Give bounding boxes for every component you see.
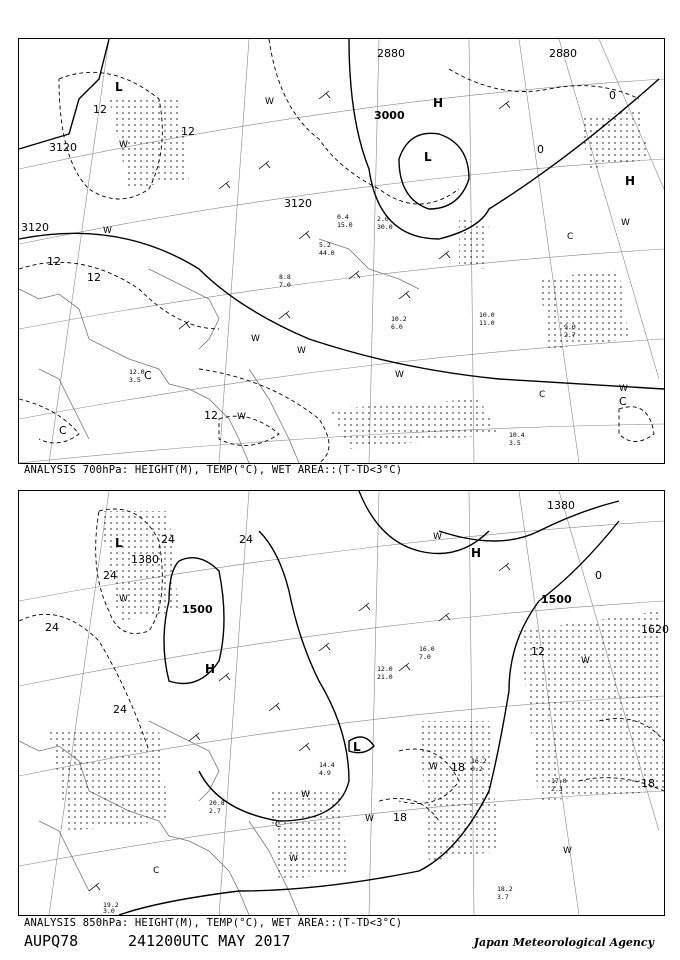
station-value: 14.4 (319, 761, 335, 769)
low-center: L (115, 80, 123, 94)
cold-marker: C (275, 820, 282, 830)
wet-area (109, 99, 649, 449)
warm-marker: W (265, 97, 274, 107)
agency-name: Japan Meteorological Agency (473, 936, 654, 949)
station-value: 5.2 (319, 241, 331, 249)
caption-850hpa: ANALYSIS 850hPa: HEIGHT(M), TEMP(°C), WET AREA::(T-TD<3°C) (24, 917, 403, 929)
temp-label: 24 (239, 533, 253, 546)
height-label: 1620 (641, 623, 669, 636)
high-center: H (205, 662, 216, 676)
temp-label: 24 (113, 703, 127, 716)
station-value: 21.0 (377, 673, 393, 681)
high-center: H (433, 96, 444, 110)
low-center: L (115, 536, 123, 550)
height-label: 1380 (547, 499, 575, 512)
temp-label: 12 (47, 255, 61, 268)
low-center: L (353, 740, 361, 754)
temp-label: 12 (87, 271, 101, 284)
station-value: 16.2 (471, 757, 487, 765)
high-center: H (471, 546, 482, 560)
cold-marker: C (539, 390, 546, 400)
warm-marker: W (395, 370, 404, 380)
warm-marker: W (103, 226, 112, 236)
station-value: 10.0 (479, 311, 495, 319)
temp-label: 12 (93, 103, 107, 116)
station-value: 10.4 (509, 431, 525, 439)
station-value: 16.0 (419, 645, 435, 653)
station-value: 9.0 (564, 323, 576, 331)
station-value: 2.0 (377, 215, 389, 223)
low-center: L (424, 150, 432, 164)
temp-label: 12 (531, 645, 545, 658)
station-value: 2.7 (209, 807, 221, 815)
station-value: 3.5 (129, 376, 141, 384)
cold-marker: C (153, 866, 160, 876)
temp-label: 18 (393, 811, 407, 824)
height-label: 3120 (21, 221, 49, 234)
temp-label: 24 (45, 621, 59, 634)
high-center: H (625, 174, 636, 188)
station-value: 7.0 (419, 653, 431, 661)
station-value: 30.0 (377, 223, 393, 231)
chart-700hpa-map (19, 39, 664, 463)
temp-label: 12 (204, 409, 218, 422)
warm-marker: W (429, 762, 438, 772)
warm-marker: W (237, 412, 246, 422)
warm-marker: W (119, 140, 128, 150)
temp-label: 24 (103, 569, 117, 582)
station-value: 3.5 (509, 439, 521, 447)
station-value: 4.9 (319, 769, 331, 777)
warm-marker: W (251, 334, 260, 344)
temp-label: 18 (451, 761, 465, 774)
station-value: 0.2 (471, 765, 483, 773)
station-value: 3.7 (497, 893, 509, 901)
warm-marker: W (619, 384, 628, 394)
station-value: 2.3 (551, 785, 563, 793)
temp-label: 0 (609, 89, 616, 102)
warm-marker: W (365, 814, 374, 824)
warm-marker: W (581, 656, 590, 666)
chart-850hpa (18, 490, 669, 916)
temp-label: 12 (181, 125, 195, 138)
height-label: 2880 (377, 47, 405, 60)
station-value: 15.0 (337, 221, 353, 229)
height-label: 3120 (49, 141, 77, 154)
station-value: 6.0 (391, 323, 403, 331)
caption-700hpa: ANALYSIS 700hPa: HEIGHT(M), TEMP(°C), WET AREA::(T-TD<3°C) (24, 464, 403, 476)
chart-code: AUPQ78 (24, 932, 79, 950)
station-value: 7.0 (279, 281, 291, 289)
station-value: 19.2 (103, 901, 119, 909)
station-value: 17.0 (551, 777, 567, 785)
height-label: 2880 (549, 47, 577, 60)
temp-label: C (59, 424, 67, 437)
warm-marker: W (289, 854, 298, 864)
station-value: 12.0 (377, 665, 393, 673)
station-value: 3.0 (103, 907, 115, 915)
wet-area (49, 511, 664, 881)
station-value: 8.8 (279, 273, 291, 281)
temp-label: C (619, 395, 627, 408)
height-label: 3120 (284, 197, 312, 210)
temp-label: 0 (537, 143, 544, 156)
warm-marker: W (563, 846, 572, 856)
station-value: 2.7 (564, 331, 576, 339)
warm-marker: W (621, 218, 630, 228)
station-value: 11.0 (479, 319, 495, 327)
chart-850hpa-map (19, 491, 669, 915)
warm-marker: W (119, 594, 128, 604)
height-label: 3000 (374, 109, 405, 122)
temp-label: 18 (641, 777, 655, 790)
warm-marker: W (301, 790, 310, 800)
warm-marker: W (433, 532, 442, 542)
chart-700hpa (18, 38, 665, 464)
station-value: 20.8 (209, 799, 225, 807)
cold-marker: C (567, 232, 574, 242)
temp-label: C (144, 369, 152, 382)
station-value: 44.0 (319, 249, 335, 257)
temp-label: 0 (595, 569, 602, 582)
wind-barbs (179, 91, 510, 329)
height-label: 1500 (182, 603, 213, 616)
station-value: 10.2 (391, 315, 407, 323)
analysis-time: 241200UTC MAY 2017 (128, 932, 291, 950)
station-value: 12.0 (129, 368, 145, 376)
height-label: 1500 (541, 593, 572, 606)
temp-label: 24 (161, 533, 175, 546)
station-value: 18.2 (497, 885, 513, 893)
height-label: 1380 (131, 553, 159, 566)
warm-marker: W (297, 346, 306, 356)
station-value: 0.4 (337, 213, 349, 221)
